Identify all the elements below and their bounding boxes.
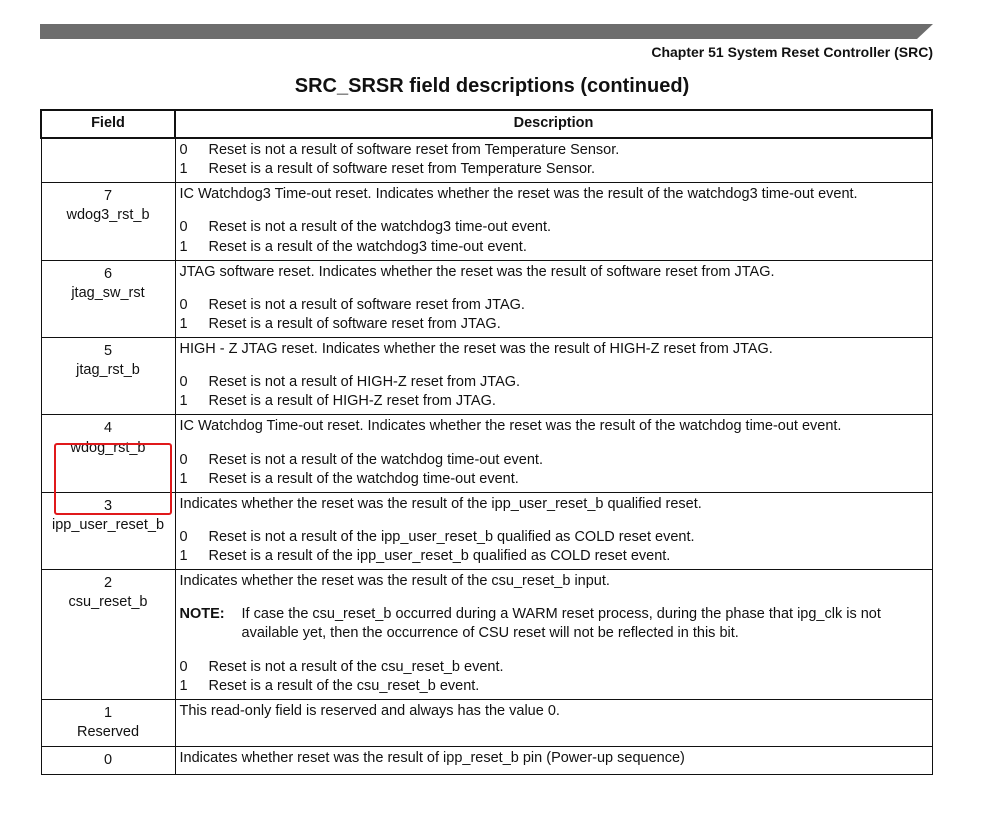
table-row: [41, 260, 932, 337]
table-body: [41, 138, 932, 775]
field-summary: HIGH - Z JTAG reset. Indicates whether the reset was the result of HIGH-Z reset from JTAG.: [179, 341, 773, 357]
field-cell: [41, 183, 175, 260]
field-cell: [41, 415, 175, 492]
field-summary: This read-only field is reserved and always has the value 0.: [179, 702, 560, 719]
field-bit-number: 6: [103, 265, 113, 282]
value-code: 1: [179, 161, 188, 178]
note-text: If case the csu_reset_b occurred during a WARM reset process, during the phase that ipg_clk is not available yet, then the occurrence of CSU reset will not be reflected in this bit.: [241, 606, 881, 642]
value-description: Reset is not a result of HIGH-Z reset from JTAG.: [208, 374, 521, 391]
value-row: [180, 218, 928, 237]
field-cell: [41, 138, 175, 183]
table-row: [41, 415, 932, 492]
description-cell: [175, 415, 932, 492]
value-description: Reset is a result of software reset from Temperature Sensor.: [208, 161, 596, 178]
field-summary: Indicates whether the reset was the result of the csu_reset_b input.: [179, 573, 610, 590]
value-row: [180, 296, 928, 315]
description-cell: [175, 260, 932, 337]
field-name: Reserved: [76, 723, 140, 740]
value-code: 0: [179, 528, 188, 545]
note-label: NOTE:: [179, 606, 225, 623]
header-bar: [40, 24, 933, 39]
value-description: Reset is a result of software reset from JTAG.: [208, 315, 501, 332]
description-cell: [175, 747, 932, 775]
table-row: [41, 699, 932, 746]
table-row: [41, 492, 932, 569]
value-row: [180, 392, 928, 411]
table-row: [41, 570, 932, 700]
field-cell: [41, 492, 175, 569]
field-summary: IC Watchdog3 Time-out reset. Indicates whether the reset was the result of the watchdog3 time-out event.: [179, 186, 858, 203]
value-code: 0: [179, 374, 188, 391]
value-description: Reset is not a result of the watchdog3 time-out event.: [208, 219, 552, 236]
field-name: csu_reset_b: [68, 594, 148, 611]
description-cell: [175, 183, 932, 260]
field-description-table: [40, 109, 933, 775]
field-name: jtag_rst_b: [76, 362, 140, 379]
field-cell: [41, 338, 175, 415]
value-code: 1: [179, 470, 188, 487]
value-row: [180, 373, 928, 392]
value-description: Reset is not a result of the csu_reset_b event.: [208, 658, 504, 675]
value-code: 0: [179, 451, 188, 468]
description-column-header: Description: [175, 110, 932, 138]
field-summary: Indicates whether the reset was the result of the ipp_user_reset_b qualified reset.: [179, 495, 702, 512]
value-code: 1: [179, 238, 188, 255]
value-code: 0: [179, 219, 188, 236]
value-row: [180, 547, 928, 566]
field-bit-number: 5: [103, 343, 113, 359]
value-code: 0: [179, 296, 188, 313]
field-bit-number: 0: [103, 752, 113, 768]
value-row: [180, 677, 928, 696]
value-row: [180, 470, 928, 489]
value-description: Reset is a result of HIGH-Z reset from JTAG.: [208, 393, 496, 410]
description-cell: [175, 699, 932, 746]
note-block: [180, 605, 928, 643]
field-name: jtag_sw_rst: [71, 284, 145, 301]
value-row: [180, 160, 928, 179]
value-row: [180, 238, 928, 257]
value-code: 0: [179, 658, 188, 675]
field-summary: IC Watchdog Time-out reset. Indicates whether the reset was the result of the watchdog time-out event.: [179, 418, 842, 435]
field-name: wdog_rst_b: [70, 439, 146, 456]
value-code: 1: [179, 677, 188, 694]
field-bit-number: 3: [103, 497, 113, 514]
value-description: Reset is not a result of the watchdog time-out event.: [208, 451, 543, 468]
field-cell: [41, 570, 175, 700]
field-summary: Indicates whether reset was the result of ipp_reset_b pin (Power-up sequence): [179, 750, 685, 766]
value-description: Reset is a result of the watchdog time-out event.: [208, 470, 519, 487]
field-bit-number: 1: [103, 704, 113, 721]
value-code: 1: [179, 393, 188, 410]
value-description: Reset is not a result of the ipp_user_reset_b qualified as COLD reset event.: [208, 528, 695, 545]
value-description: Reset is a result of the ipp_user_reset_b qualified as COLD reset event.: [208, 548, 671, 564]
value-code: 1: [179, 315, 188, 332]
field-cell: [41, 260, 175, 337]
table-header-row: [41, 110, 932, 138]
field-name: ipp_user_reset_b: [51, 516, 165, 533]
table-row: [41, 183, 932, 260]
table-row: [41, 138, 932, 183]
value-row: [180, 658, 928, 677]
value-row: [180, 141, 928, 160]
value-description: Reset is not a result of software reset from JTAG.: [208, 296, 525, 313]
field-name: wdog3_rst_b: [66, 207, 150, 224]
value-description: Reset is a result of the csu_reset_b event.: [208, 677, 480, 694]
description-cell: [175, 570, 932, 700]
field-column-header: Field: [41, 110, 175, 138]
table-row: [41, 747, 932, 775]
table-title: SRC_SRSR field descriptions (continued): [294, 75, 690, 97]
value-row: [180, 315, 928, 334]
description-cell: [175, 138, 932, 183]
value-code: 1: [179, 548, 188, 564]
field-summary: JTAG software reset. Indicates whether the reset was the result of software reset from JTAG.: [179, 263, 775, 280]
field-bit-number: 4: [103, 420, 113, 437]
value-description: Reset is not a result of software reset from Temperature Sensor.: [208, 142, 620, 158]
value-row: [180, 528, 928, 547]
chapter-header: Chapter 51 System Reset Controller (SRC): [651, 44, 933, 60]
field-cell: [41, 699, 175, 746]
value-code: 0: [179, 142, 188, 158]
value-row: [180, 451, 928, 470]
field-bit-number: 2: [103, 575, 113, 592]
field-bit-number: 7: [103, 188, 113, 205]
description-cell: [175, 492, 932, 569]
description-cell: [175, 338, 932, 415]
table-row: [41, 338, 932, 415]
field-cell: [41, 747, 175, 775]
value-description: Reset is a result of the watchdog3 time-out event.: [208, 238, 527, 255]
